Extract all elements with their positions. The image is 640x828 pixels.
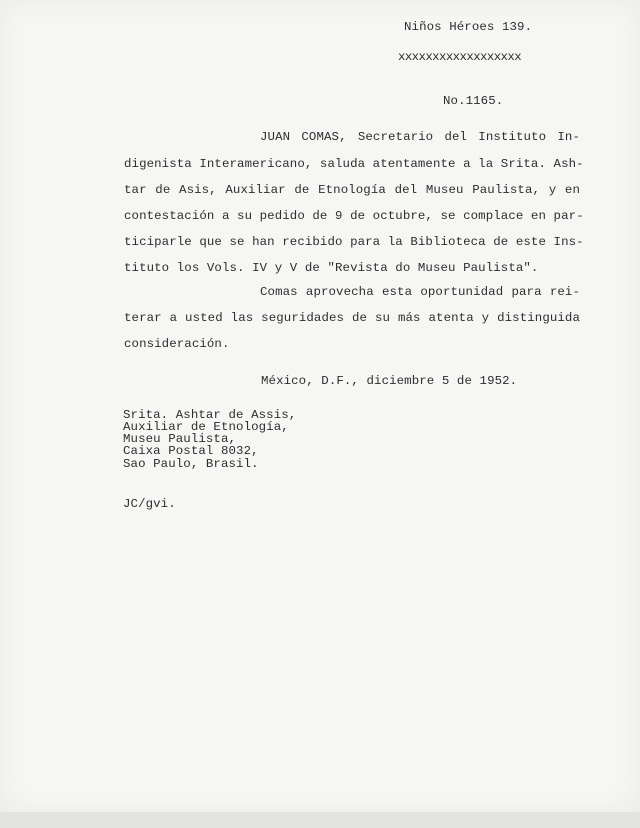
typist-initials: JC/gvi.: [123, 497, 176, 511]
paragraph-1-line-2: digenista Interamericano, saluda atentamente a la Srita. Ash-: [124, 157, 584, 171]
addressee-line-2: Auxiliar de Etnología,: [123, 420, 289, 434]
paragraph-2-line-3: consideración.: [124, 337, 230, 351]
sender-address: Niños Héroes 139.: [404, 20, 533, 34]
paragraph-1-line-4: contestación a su pedido de 9 de octubre, se complace en par-: [124, 209, 584, 223]
letter-date: México, D.F., diciembre 5 de 1952.: [261, 374, 518, 388]
paragraph-1-line-3: tar de Asis, Auxiliar de Etnología del Museu Paulista, y en: [124, 183, 580, 197]
paragraph-2-line-2: terar a usted las seguridades de su más atenta y distinguida: [124, 311, 580, 325]
addressee-line-5: Sao Paulo, Brasil.: [123, 457, 259, 471]
addressee-line-4: Caixa Postal 8032,: [123, 444, 259, 458]
paragraph-1-line-6: tituto los Vols. IV y V de "Revista do Museu Paulista".: [124, 261, 539, 275]
addressee-line-3: Museu Paulista,: [123, 432, 237, 446]
struck-out-line: xxxxxxxxxxxxxxxxxx: [398, 50, 522, 64]
scan-edge: [0, 812, 640, 828]
paragraph-1-line-5: ticiparle que se han recibido para la Biblioteca de este Ins-: [124, 235, 584, 249]
paragraph-2-line-1: Comas aprovecha esta oportunidad para rei-: [260, 285, 580, 299]
paragraph-1-line-1: JUAN COMAS, Secretario del Instituto In-: [260, 130, 580, 144]
addressee-line-1: Srita. Ashtar de Assis,: [123, 408, 297, 422]
letter-number: No.1165.: [443, 94, 504, 108]
